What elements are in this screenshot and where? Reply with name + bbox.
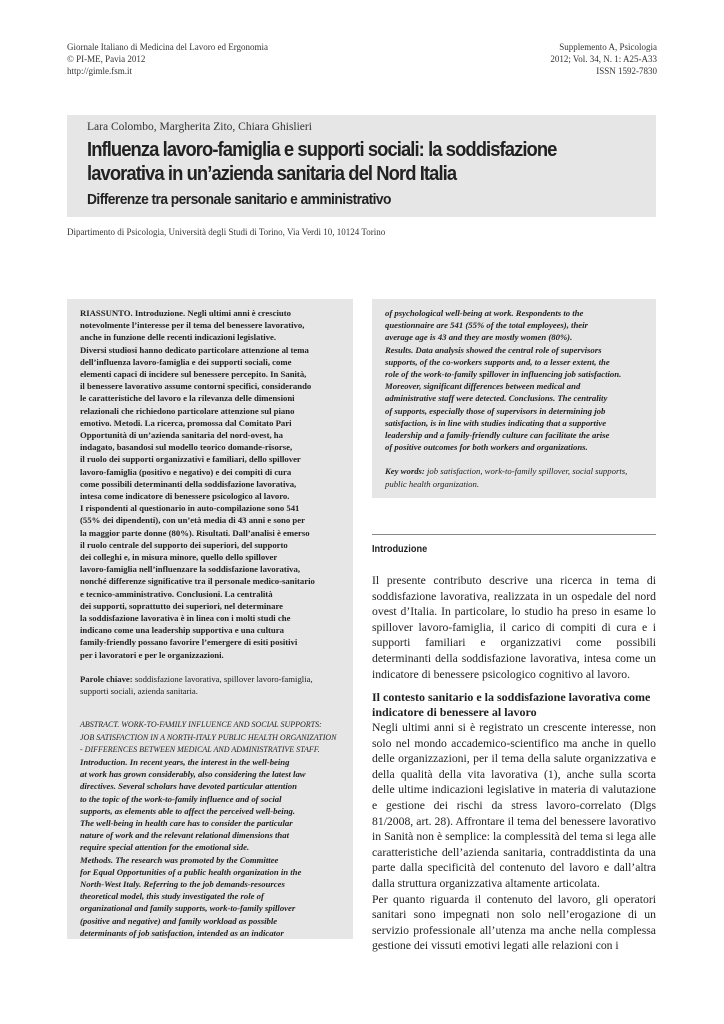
parole-chiave [80, 673, 342, 697]
key-words [385, 465, 647, 489]
intro-heading: Introduzione [372, 544, 428, 555]
riassunto-label: RIASSUNTO. [80, 308, 133, 318]
journal-header-left [67, 41, 268, 77]
journal-header-right [550, 41, 657, 77]
abstract-text-right: of psychological well-being at work. Respondents to the questionnaire are 541 (55% of the total employees), their average age is 43 and they are mostly women (80%). Results. Data analysis showed the central role of supervisors supports, of the co-workers supports and, to a lesser extent, the role of the work-to-family spillover in influencing job satisfaction. Moreover, significant differences between medical and administrative staff were detected. Conclusions. The centrality of supports, especially those of supervisors in determining job satisfaction, is in line with studies indicating that a supportive leadership and a family-friendly culture can facilitate the arise of positive outcomes for both workers and organizations. [385, 308, 622, 453]
article-title: Influenza lavoro-famiglia e supporti sociali: la soddisfazione lavorativa in un’azienda sanitaria del Nord Italia [87, 139, 557, 185]
section-divider [372, 534, 656, 535]
abstract-box-right [372, 299, 656, 498]
riassunto-text: Introduzione. Negli ultimi anni è cresciuto notevolmente l’interesse per il tema del benessere lavorativo, anche in funzione delle recenti indicazioni legislative. Diversi studiosi hanno dedicato particolare attenzione al tema dell’influenza lavoro-famiglia e dei supporti sociali, come elementi capaci di incidere sul benessere percepito. In Sanità, il benessere lavorativo assume contorni specifici, considerando le caratteristiche del lavoro e la rilevanza delle dimensioni relazionali che richiedono particolare attenzione sul piano emotivo. Metodi. La ricerca, promossa dal Comitato Pari Opportunità di un’azienda sanitaria del nord-ovest, ha indagato, basandosi sul modello teorico domande-risorse, il ruolo dei supporti organizzativi e familiari, dello spillover lavoro-famiglia (positivo e negativo) e dei compiti di cura come possibili determinanti della soddisfazione lavorativa, intesa come indicatore di benessere psicologico al lavoro. I rispondenti al questionario in auto-compilazione sono 541 (55% dei dipendenti), con un’età media di 43 anni e sono per la maggior parte donne (80%). Risultati. Dall’analisi è emerso il ruolo centrale del supporto dei superiori, del supporto dei colleghi e, in misura minore, quello dello spillover lavoro-famiglia nell’influenzare la soddisfazione lavorativa, nonché differenze significative tra il personale medico-sanitario e tecnico-amministrativo. Conclusioni. La centralità dei supporti, soprattutto dei superiori, nel determinare la soddisfazione lavorativa è in linea con i molti studi che indicano come una leadership supportiva e una cultura family-friendly possano favorire l’emergere di esiti positivi per i lavoratori e per le organizzazioni. [80, 308, 315, 660]
section-heading: Il contesto sanitario e la soddisfazione lavorativa come indicatore di benessere al lavoro [372, 690, 651, 719]
journal-issn: ISSN 1592-7830 [596, 66, 657, 76]
abstract-right-content [385, 307, 647, 490]
abstract-left-content [80, 307, 342, 939]
parole-chiave-label: Parole chiave: [80, 673, 133, 684]
affiliation: Dipartimento di Psicologia, Università degli Studi di Torino, Via Verdi 10, 10124 Torino [67, 227, 386, 237]
authors: Lara Colombo, Margherita Zito, Chiara Ghislieri [87, 121, 312, 133]
key-words-label: Key words: [385, 466, 425, 477]
journal-name: Giornale Italiano di Medicina del Lavoro ed Ergonomia [67, 42, 269, 52]
key-words-text: job satisfaction, work-to-family spillover, social supports, public health organization. [385, 466, 628, 489]
riassunto [80, 307, 342, 661]
intro-paragraph: Il presente contributo descrive una ricerca in tema di soddisfazione lavorativa, realizzata in un ospedale del nord ovest d’Italia. In particolare, lo studio ha preso in esame lo spillover lavoro-famiglia, il carico di compiti di cura e i supporti familiari e organizzativi come possibili determinanti della soddisfazione lavorativa, intesa come un indicatore di benessere psicologico cognitivo al lavoro. [372, 574, 656, 681]
journal-supplement: Supplemento A, Psicologia [559, 42, 657, 52]
parole-chiave-text: soddisfazione lavorativa, spillover lavoro-famiglia, supporti sociali, azienda sanitaria. [80, 673, 313, 697]
abstract-heading: ABSTRACT. WORK-TO-FAMILY INFLUENCE AND SOCIAL SUPPORTS: JOB SATISFACTION IN A NORTH-ITALY PUBLIC HEALTH ORGANIZATION - DIFFERENCES BETWEEN MEDICAL AND ADMINISTRATIVE STAFF. [80, 720, 337, 754]
section-paragraphs: Negli ultimi anni si è registrato un crescente interesse, non solo nel mondo accademico-scientifico ma anche in quello delle organizzazioni, per il tema della salute organizzativa e della qualità della vita lavorativa (1), anche sulla scorta delle ultime indicazioni legislative in materia di valutazione e gestione dei rischi da stress lavoro-correlato (Dlgs 81/2008, art. 28). Affrontare il tema del benessere lavorativo in Sanità non è semplice: la complessità del tema si lega alle caratteristiche dell’azienda sanitaria, contraddistinta da una parte dalla specificità del contenuto del lavoro e dall’altra dalla struttura organizzativa altamente articolata. Per quanto riguarda il contenuto del lavoro, gli operatori sanitari sono impegnati non solo nell’erogazione di un servizio professionale all’utenza ma anche nella complessa gestione dei vissuti emotivi legati alle relazioni con i [372, 721, 656, 953]
journal-publisher: © PI-ME, Pavia 2012 [67, 54, 146, 64]
abstract-box-left [67, 299, 353, 939]
article-subtitle: Differenze tra personale sanitario e amministrativo [87, 191, 391, 208]
journal-url[interactable]: http://gimle.fsm.it [67, 66, 132, 76]
abstract-text-left: Introduction. In recent years, the interest in the well-being at work has grown considerably, also considering the latest law directives. Several scholars have devoted particular attention to the topic of the work-to-family influence and of social supports, as elements able to affect the perceived well-being. The well-being in health care has to consider the particular nature of work and the relevant relational dimensions that require special attention for the emotional side. Methods. The research was promoted by the Committee for Equal Opportunities of a public health organization in the North-West Italy. Referring to the job demands-resources theoretical model, this study investigated the role of organizational and family supports, work-to-family spillover (positive and negative) and family workload as possible determinants of job satisfaction, intended as an indicator [80, 756, 306, 938]
title-block [67, 115, 656, 217]
journal-volume: 2012; Vol. 34, N. 1: A25-A33 [550, 54, 657, 64]
